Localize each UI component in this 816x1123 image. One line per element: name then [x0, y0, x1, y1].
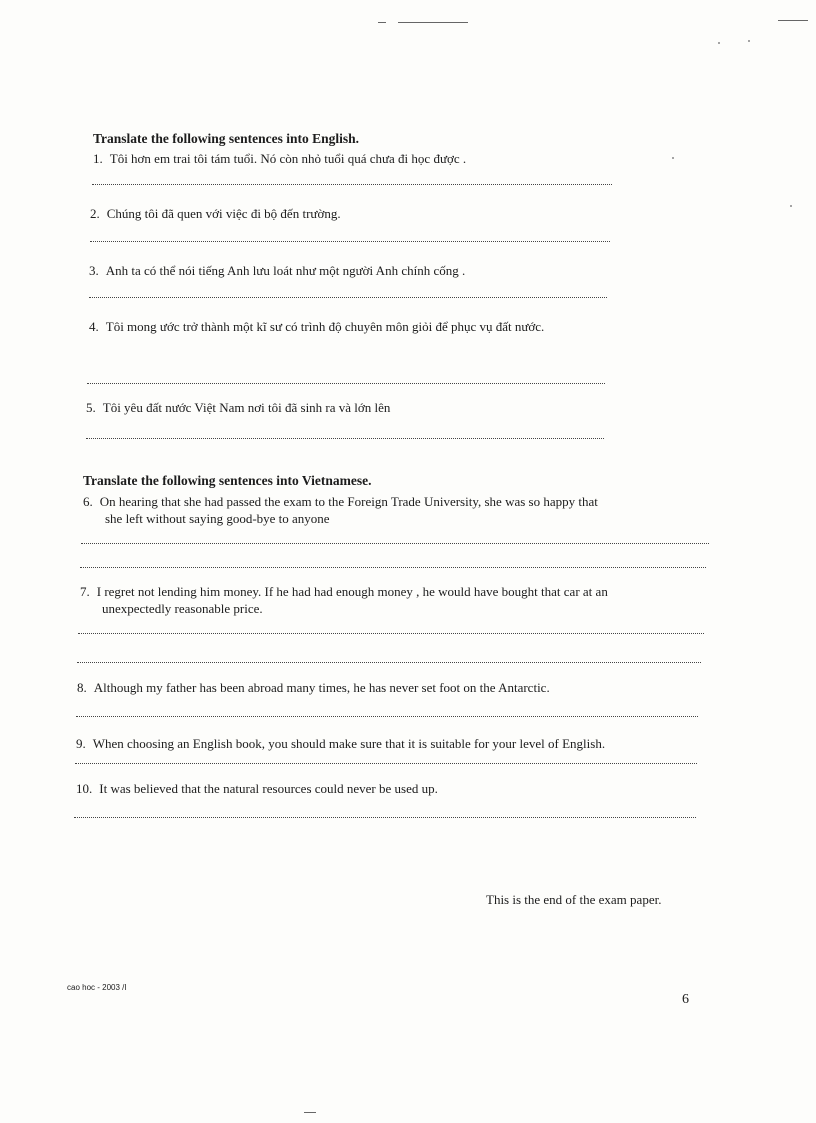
question-text: It was believed that the natural resources could never be used up. — [99, 781, 438, 796]
scan-mark — [378, 22, 386, 23]
question-6 — [83, 493, 598, 527]
scan-speck — [748, 40, 750, 42]
question-text: Tôi yêu đất nước Việt Nam nơi tôi đã sinh ra và lớn lên — [102, 400, 391, 415]
question-5 — [86, 399, 390, 416]
question-number: 7. — [80, 584, 90, 599]
answer-line — [90, 241, 610, 242]
question-text: On hearing that she had passed the exam to the Foreign Trade University, she was so happy that — [99, 494, 598, 509]
question-number: 10. — [76, 781, 93, 796]
answer-line — [80, 567, 706, 568]
question-3 — [89, 262, 465, 279]
answer-line — [76, 716, 698, 717]
scan-mark — [398, 22, 468, 23]
footer-code: cao hoc - 2003 /I — [67, 983, 127, 992]
answer-line — [89, 297, 607, 298]
question-text: Chúng tôi đã quen với việc đi bộ đến trường. — [106, 206, 341, 221]
answer-line — [92, 184, 612, 185]
question-number: 3. — [89, 263, 99, 278]
page-number: 6 — [682, 992, 689, 1007]
question-4 — [89, 318, 544, 335]
question-text: I regret not lending him money. If he had had enough money , he would have bought that car at an — [96, 584, 608, 599]
scan-speck — [790, 205, 792, 207]
section-heading-vietnamese: Translate the following sentences into Vietnamese. — [83, 473, 372, 488]
answer-line — [86, 438, 604, 439]
question-number: 8. — [77, 680, 87, 695]
question-8 — [77, 679, 550, 696]
question-number: 6. — [83, 494, 93, 509]
scan-speck — [718, 42, 720, 44]
question-10 — [76, 780, 438, 797]
question-text-continued: she left without saying good-bye to anyone — [105, 511, 330, 526]
question-1 — [93, 150, 466, 167]
end-of-exam-note: This is the end of the exam paper. — [486, 892, 662, 907]
question-number: 2. — [90, 206, 100, 221]
answer-line — [77, 662, 701, 663]
question-text: Anh ta có thể nói tiếng Anh lưu loát như một người Anh chính cống . — [105, 263, 466, 278]
question-text: When choosing an English book, you should make sure that it is suitable for your level of English. — [92, 736, 606, 751]
question-2 — [90, 205, 341, 222]
answer-line — [81, 543, 709, 544]
answer-line — [74, 817, 696, 818]
answer-line — [87, 383, 605, 384]
question-text: Although my father has been abroad many times, he has never set foot on the Antarctic. — [93, 680, 550, 695]
scan-speck — [672, 157, 674, 159]
question-number: 9. — [76, 736, 86, 751]
section-heading-english: Translate the following sentences into English. — [93, 131, 360, 146]
answer-line — [75, 763, 697, 764]
scan-mark — [778, 20, 808, 21]
question-number: 5. — [86, 400, 96, 415]
question-9 — [76, 735, 605, 752]
scan-mark — [304, 1112, 316, 1113]
answer-line — [78, 633, 704, 634]
question-text: Tôi mong ước trở thành một kĩ sư có trình độ chuyên môn giỏi để phục vụ đất nước. — [105, 319, 545, 334]
question-number: 1. — [93, 151, 103, 166]
question-text-continued: unexpectedly reasonable price. — [102, 601, 263, 616]
question-7 — [80, 583, 608, 617]
question-number: 4. — [89, 319, 99, 334]
question-text: Tôi hơn em trai tôi tám tuổi. Nó còn nhỏ tuổi quá chưa đi học được . — [109, 151, 467, 166]
